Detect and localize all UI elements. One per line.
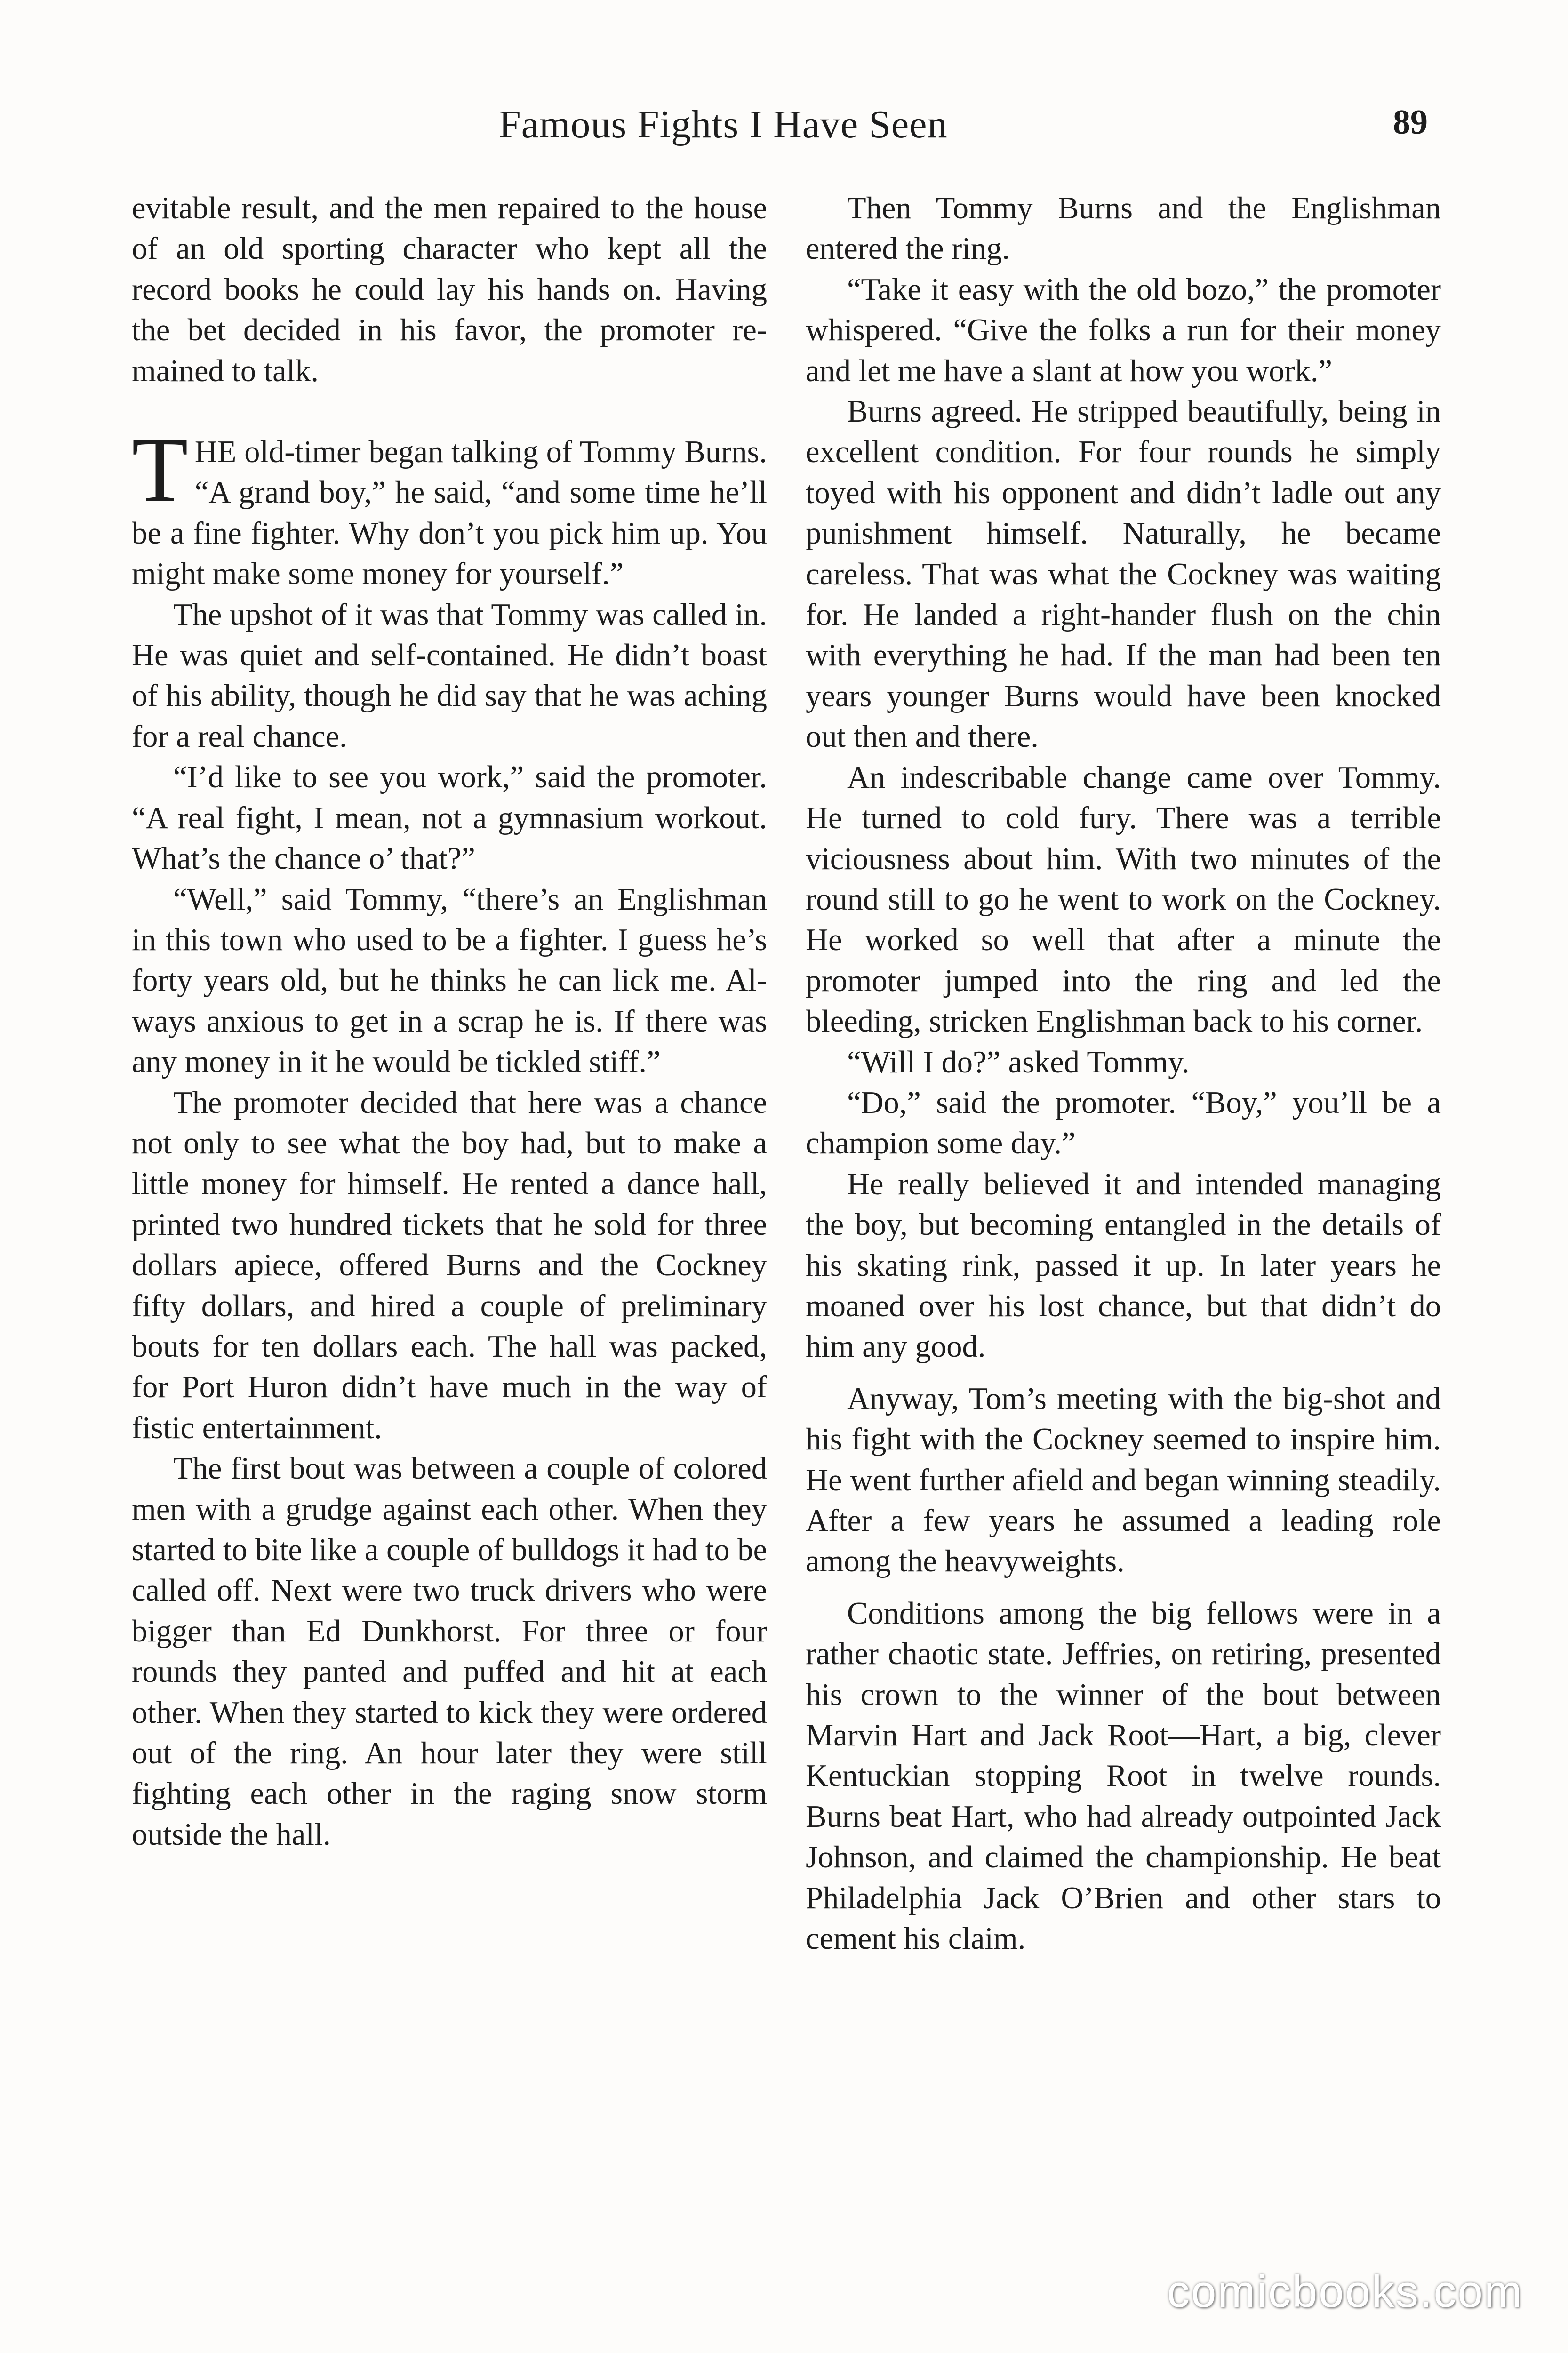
- paragraph: “I’d like to see you work,” said the promoter. “A real fight, I mean, not a gymnasium workout. What’s the chance o’ that?”: [132, 760, 767, 876]
- paragraph: “Well,” said Tommy, “there’s an Englishman in this town who used to be a fighter. I guess he’s forty years old, but he thinks he can lick me. Always anxious to get in a scrap he is. If there was any money in it he would be tickled stiff.”: [132, 882, 767, 1080]
- paragraph: Conditions among the big fellows were in a rather chaotic state. Jeffries, on retiring, presented his crown to the winner of the bout between Marvin Hart and Jack Root—Hart, a big, clever Kentuckian stopping Root in twelve rounds. Burns beat Hart, who had already outpointed Jack Johnson, and claimed the championship. He beat Philadelphia Jack O’Brien and other stars to cement his claim.: [806, 1596, 1441, 1956]
- paragraph: The promoter decided that here was a chance not only to see what the boy had, but to make a little money for himself. He rented a dance hall, printed two hundred tickets that he sold for three dollars apiece, offered Burns and the Cockney fifty dollars, and hired a couple of preliminary bouts for ten dollars each. The hall was packed, for Port Huron didn’t have much in the way of fistic entertainment.: [132, 1085, 767, 1445]
- paragraph: Then Tommy Burns and the Englishman entered the ring.: [806, 191, 1441, 266]
- paragraph: He really believed it and intended managing the boy, but becoming entangled in the details of his skating rink, passed it up. In later years he moaned over his lost chance, but that didn’t do him any good.: [806, 1167, 1441, 1364]
- paragraph: The upshot of it was that Tommy was called in. He was quiet and self-contained. He didn’t boast of his ability, though he did say that he was aching for a real chance.: [132, 597, 767, 754]
- site-watermark: comicbooks.com: [1167, 2266, 1523, 2317]
- right-column: [806, 188, 1441, 2315]
- paragraph: “Do,” said the promoter. “Boy,” you’ll be a champion some day.”: [806, 1085, 1441, 1161]
- paragraph: Anyway, Tom’s meeting with the big-shot and his fight with the Cockney seemed to inspire him. He went further afield and began winning steadily. After a few years he assumed a leading role among the heavyweights.: [806, 1381, 1441, 1579]
- paragraph: “Will I do?” asked Tommy.: [847, 1045, 1190, 1080]
- running-title: Famous Fights I Have Seen: [499, 103, 948, 146]
- paragraph-with-dropcap: [132, 419, 767, 595]
- paragraph-text: HE old-timer began talking of Tommy Burns. “A grand boy,” he said, “and some time he’ll be a fine fighter. Why don’t you pick him up. You might make some money for yourself.”: [132, 435, 767, 592]
- paragraph: Burns agreed. He stripped beautifully, being in excellent condition. For four rounds he simply toyed with his opponent and didn’t ladle out any punishment himself. Naturally, he became careless. That was what the Cockney was waiting for. He landed a right-hander flush on the chin with everything he had. If the man had been ten years younger Burns would have been knocked out then and there.: [806, 394, 1441, 754]
- page-number: 89: [1393, 103, 1428, 142]
- running-header: [0, 96, 1568, 153]
- left-column: [132, 188, 767, 2315]
- drop-cap: T: [132, 419, 188, 521]
- paragraph: The first bout was between a couple of colored men with a grudge against each other. When they started to bite like a couple of bulldogs it had to be called off. Next were two truck drivers who were bigger than Ed Dunkhorst. For three or four rounds they panted and puffed and hit at each other. When they started to kick they were ordered out of the ring. An hour later they were still fighting each other in the raging snow storm outside the hall.: [132, 1451, 767, 1852]
- paragraph: evitable result, and the men repaired to the house of an old sporting character who kept all the record books he could lay his hands on. Having the bet decided in his favor, the promoter remained to talk.: [132, 191, 767, 388]
- paragraph: An indescribable change came over Tommy. He turned to cold fury. There was a terrible viciousness about him. With two minutes of the round still to go he went to work on the Cockney. He worked so well that after a minute the promoter jumped into the ring and led the bleeding, stricken Englishman back to his corner.: [806, 760, 1441, 1039]
- paragraph: “Take it easy with the old bozo,” the promoter whispered. “Give the folks a run for their money and let me have a slant at how you work.”: [806, 272, 1441, 388]
